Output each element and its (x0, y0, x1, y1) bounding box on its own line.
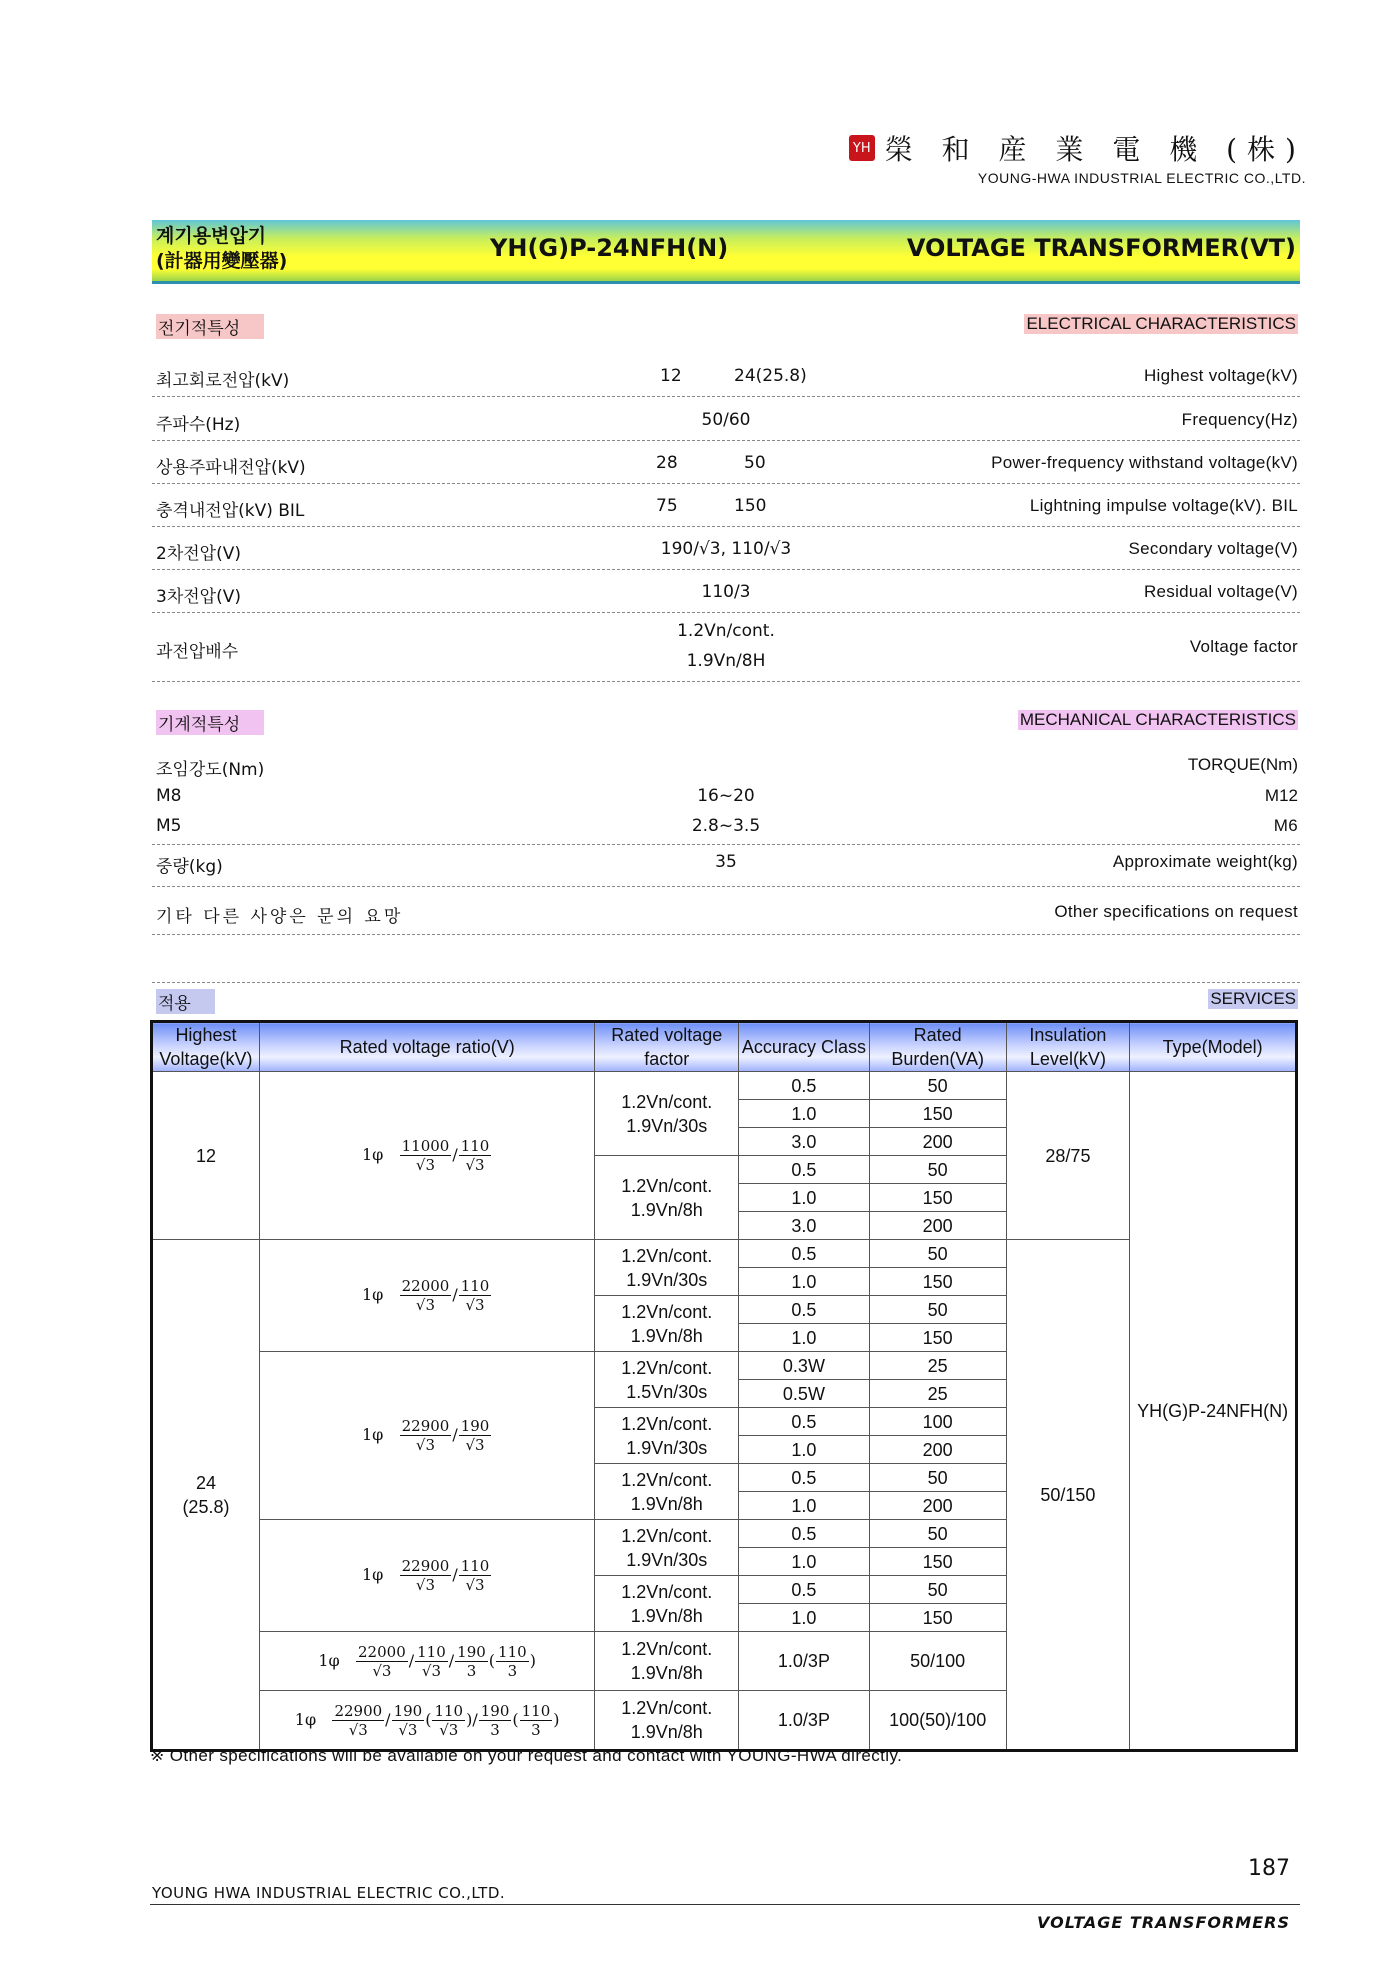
voltage-ratio-cell (259, 1520, 594, 1632)
services-heading-en: SERVICES (1210, 989, 1296, 1008)
bolt-size: M5 (156, 816, 182, 836)
denominator: √3 (372, 1661, 392, 1680)
model-cell: YH(G)P-24NFH(N) (1130, 1072, 1297, 1751)
numerator: 22900 (401, 1417, 450, 1435)
burden-cell: 50 (869, 1520, 1006, 1548)
spec-value: 110/3 (701, 582, 751, 602)
denominator: √3 (415, 1156, 436, 1174)
burden-cell: 50/100 (869, 1632, 1006, 1691)
fraction (400, 1137, 452, 1174)
denominator: 3 (531, 1720, 541, 1739)
ratio-r4: 1φ $\frac{22900}{√3}$ / $\frac{110}{√3}$ (361, 1557, 490, 1594)
factor-line: 1.9Vn/8h (630, 1605, 703, 1626)
services-heading (152, 989, 1300, 1014)
spec-label-kr: 주파수(Hz) (156, 415, 241, 435)
numerator: 110 (434, 1701, 464, 1720)
voltage-ratio-cell (259, 1691, 594, 1751)
banner-title-hangul: 계기용변압기 (156, 225, 267, 247)
burden-cell: 100(50)/100 (869, 1691, 1006, 1751)
page-number: 187 (1248, 1856, 1290, 1881)
fraction (459, 1277, 492, 1314)
fraction (459, 1557, 492, 1594)
bolt-size: M8 (156, 786, 182, 806)
footer-divider (150, 1904, 1300, 1905)
voltage-factor-cell (595, 1520, 739, 1576)
voltage-factor-cell (595, 1408, 739, 1464)
spec-row-residual-voltage (152, 570, 1300, 613)
numerator: 110 (521, 1701, 551, 1720)
accuracy-cell: 0.5 (739, 1296, 870, 1324)
other-spec-row (152, 888, 1300, 935)
voltage-factor-cell (595, 1352, 739, 1408)
factor-line: 1.9Vn/8h (630, 1663, 703, 1683)
company-name-cjk-text: 榮 和 産 業 電 機 (株) (884, 133, 1306, 166)
accuracy-cell: 3.0 (739, 1128, 870, 1156)
numerator: 190 (460, 1417, 490, 1435)
factor-line: 1.2Vn/cont. (621, 1639, 713, 1659)
burden-cell: 150 (869, 1604, 1006, 1632)
denominator: √3 (465, 1296, 485, 1314)
spec-label-en: Secondary voltage(V) (1128, 539, 1298, 558)
numerator: 190 (393, 1701, 423, 1720)
voltage-ratio-cell (259, 1240, 594, 1352)
spec-value: 1.9Vn/8H (686, 651, 766, 671)
fraction (459, 1417, 492, 1454)
ratio-r3: 1φ $\frac{22900}{√3}$ / $\frac{190}{√3}$ (361, 1417, 490, 1454)
spec-label-en: Frequency(Hz) (1181, 410, 1298, 429)
accuracy-cell: 0.3W (739, 1352, 870, 1380)
fraction (479, 1702, 512, 1739)
title-banner (152, 220, 1300, 284)
torque-row-m8 (152, 786, 1300, 808)
fraction (356, 1643, 408, 1680)
burden-cell: 200 (869, 1436, 1006, 1464)
factor-line: 1.9Vn/30s (626, 1115, 708, 1136)
table-row (152, 1072, 1297, 1100)
spec-label-kr: 최고회로전압(kV) (156, 371, 290, 391)
accuracy-cell: 1.0 (739, 1604, 870, 1632)
denominator: √3 (415, 1436, 436, 1454)
numerator: 22000 (401, 1277, 450, 1295)
other-spec-en: Other specifications on request (1054, 902, 1298, 921)
factor-line: 1.2Vn/cont. (621, 1698, 713, 1718)
banner-title-en: VOLTAGE TRANSFORMER(VT) (906, 234, 1296, 262)
voltage-factor-cell (595, 1072, 739, 1156)
accuracy-cell: 0.5 (739, 1156, 870, 1184)
accuracy-cell: 1.0 (739, 1492, 870, 1520)
phase-symbol: 1φ (361, 1565, 384, 1584)
voltage-factor-cell (595, 1464, 739, 1520)
factor-line: 1.9Vn/8h (630, 1722, 703, 1742)
voltage-ratio-cell (259, 1632, 594, 1691)
spec-label-kr: 2차전압(V) (156, 544, 241, 564)
electrical-heading-kr: 전기적특성 (156, 314, 264, 339)
burden-cell: 150 (869, 1100, 1006, 1128)
numerator: 22900 (334, 1701, 383, 1720)
spec-label-en: Highest voltage(kV) (1143, 366, 1298, 385)
col-header: Rated voltage ratio(V) (259, 1022, 594, 1072)
accuracy-cell: 0.5 (739, 1520, 870, 1548)
factor-line: 1.5Vn/30s (626, 1381, 708, 1402)
burden-cell: 25 (869, 1380, 1006, 1408)
weight-row (152, 846, 1300, 887)
spec-value: 50 (744, 453, 766, 473)
spec-value: 1.2Vn/cont. (677, 621, 775, 641)
col-header: Type(Model) (1130, 1022, 1297, 1072)
factor-line: 1.9Vn/30s (626, 1437, 708, 1458)
fraction (332, 1702, 384, 1739)
voltage-ratio-cell (259, 1072, 594, 1240)
burden-cell: 50 (869, 1072, 1006, 1100)
numerator: 110 (417, 1642, 446, 1661)
numerator: 190 (457, 1642, 486, 1661)
mechanical-heading (152, 710, 1300, 735)
burden-cell: 25 (869, 1352, 1006, 1380)
table-row (152, 1240, 1297, 1268)
spec-label-en: Voltage factor (1189, 637, 1298, 656)
col-header: Rated Burden(VA) (869, 1022, 1006, 1072)
torque-row (152, 755, 1300, 780)
col-header: Highest Voltage(kV) (152, 1022, 260, 1072)
numerator: 110 (460, 1137, 490, 1155)
fraction (415, 1643, 448, 1680)
spec-value: 12 (660, 366, 682, 386)
burden-cell: 200 (869, 1492, 1006, 1520)
ratio-r1: 1φ $\frac{11000}{√3}$ / $\frac{110}{√3}$ (361, 1137, 490, 1174)
spec-value: 150 (734, 496, 767, 516)
insulation-cell: 50/150 (1006, 1240, 1130, 1751)
spec-label-kr: 과전압배수 (156, 642, 239, 662)
spec-row-secondary-voltage (152, 527, 1300, 570)
spec-row-frequency (152, 398, 1300, 441)
factor-line: 1.2Vn/cont. (621, 1413, 713, 1434)
denominator: √3 (348, 1720, 368, 1739)
factor-line: 1.2Vn/cont. (621, 1357, 713, 1378)
burden-cell: 150 (869, 1268, 1006, 1296)
factor-line: 1.2Vn/cont. (621, 1175, 713, 1196)
accuracy-cell: 1.0 (739, 1184, 870, 1212)
hv-value: 24 (195, 1472, 216, 1493)
accuracy-cell: 1.0 (739, 1100, 870, 1128)
electrical-heading (152, 314, 1300, 339)
accuracy-cell: 0.5 (739, 1408, 870, 1436)
banner-title-hanja: (計器用變壓器) (156, 250, 288, 272)
numerator: 110 (498, 1642, 527, 1661)
torque-label-en: TORQUE(Nm) (1187, 755, 1298, 774)
ratio-r6: 1φ $\frac{22900}{√3}$ / $\frac{190}{√3}$ ( $\frac{110}{√3}$ )/ $\frac{190}{3}$ ( $\frac{110}{3}$ ) (294, 1701, 560, 1739)
burden-cell: 150 (869, 1184, 1006, 1212)
burden-cell: 200 (869, 1128, 1006, 1156)
spec-label-kr: 상용주파내전압(kV) (156, 458, 306, 478)
fraction (432, 1702, 465, 1739)
bolt-size: M12 (1264, 786, 1298, 805)
torque-value: 2.8~3.5 (691, 816, 761, 836)
torque-label-kr: 조임강도(Nm) (156, 760, 265, 780)
torque-row-m5 (152, 814, 1300, 845)
accuracy-cell: 1.0 (739, 1324, 870, 1352)
divider (152, 982, 1300, 983)
burden-cell: 50 (869, 1296, 1006, 1324)
weight-label-kr: 중량(kg) (156, 857, 223, 877)
mechanical-heading-kr: 기계적특성 (156, 710, 264, 735)
voltage-factor-cell (595, 1156, 739, 1240)
company-logo-icon: YH (849, 135, 875, 161)
fraction (400, 1557, 452, 1594)
burden-cell: 50 (869, 1240, 1006, 1268)
insulation-cell: 28/75 (1006, 1072, 1130, 1240)
weight-value: 35 (715, 852, 737, 872)
banner-title-kr (156, 224, 287, 274)
spec-row-impulse-voltage (152, 484, 1300, 527)
burden-cell: 150 (869, 1324, 1006, 1352)
spec-row-withstand-voltage (152, 441, 1300, 484)
factor-line: 1.9Vn/8h (630, 1325, 703, 1346)
factor-line: 1.2Vn/cont. (621, 1301, 713, 1322)
denominator: 3 (490, 1720, 500, 1739)
footer-section: VOLTAGE TRANSFORMERS (1036, 1913, 1290, 1932)
denominator: 3 (507, 1661, 518, 1680)
accuracy-cell: 0.5 (739, 1464, 870, 1492)
ratio-r5: 1φ $\frac{22000}{√3}$ / $\frac{110}{√3}$ / $\frac{190}{3}$ ( $\frac{110}{3}$ ) (318, 1642, 536, 1680)
phase-symbol: 1φ (361, 1145, 384, 1164)
denominator: √3 (415, 1296, 436, 1314)
fraction (455, 1643, 488, 1680)
accuracy-cell: 0.5 (739, 1072, 870, 1100)
factor-line: 1.2Vn/cont. (621, 1525, 713, 1546)
fraction (400, 1277, 452, 1314)
numerator: 11000 (401, 1137, 450, 1155)
phase-symbol: 1φ (361, 1285, 384, 1304)
company-brand (849, 128, 1306, 186)
spec-value: 190/√3, 110/√3 (660, 539, 792, 559)
spec-value: 24(25.8) (734, 366, 807, 386)
col-header: Accuracy Class (739, 1022, 870, 1072)
fraction (400, 1417, 452, 1454)
company-name-en: YOUNG-HWA INDUSTRIAL ELECTRIC CO.,LTD. (977, 170, 1306, 186)
factor-line: 1.2Vn/cont. (621, 1091, 713, 1112)
table-header-row (152, 1022, 1297, 1072)
banner-model: YH(G)P-24NFH(N) (490, 234, 729, 262)
bolt-size: M6 (1273, 816, 1298, 835)
spec-row-voltage-factor (152, 613, 1300, 682)
other-spec-kr: 기타 다른 사양은 문의 요망 (156, 907, 404, 927)
denominator: √3 (465, 1156, 485, 1174)
denominator: √3 (398, 1720, 418, 1739)
spec-label-en: Residual voltage(V) (1143, 582, 1298, 601)
footer-company: YOUNG HWA INDUSTRIAL ELECTRIC CO.,LTD. (152, 1884, 506, 1902)
factor-line: 1.9Vn/8h (630, 1199, 703, 1220)
highest-voltage-cell (152, 1240, 260, 1751)
accuracy-cell: 1.0/3P (739, 1691, 870, 1751)
fraction (520, 1702, 553, 1739)
spec-value: 28 (656, 453, 678, 473)
denominator: √3 (465, 1576, 485, 1594)
spec-value: 50/60 (701, 410, 751, 430)
burden-cell: 150 (869, 1548, 1006, 1576)
phase-symbol: 1φ (318, 1650, 340, 1670)
burden-cell: 100 (869, 1408, 1006, 1436)
accuracy-cell: 3.0 (739, 1212, 870, 1240)
fraction (459, 1137, 492, 1174)
voltage-factor-cell (595, 1576, 739, 1632)
spec-label-en: Power-frequency withstand voltage(kV) (991, 453, 1298, 472)
col-header: Rated voltage factor (595, 1022, 739, 1072)
factor-line: 1.2Vn/cont. (621, 1581, 713, 1602)
accuracy-cell: 1.0 (739, 1268, 870, 1296)
torque-value: 16~20 (697, 786, 755, 806)
voltage-factor-cell (595, 1240, 739, 1296)
numerator: 22000 (358, 1642, 406, 1661)
mechanical-heading-en: MECHANICAL CHARACTERISTICS (1019, 710, 1296, 729)
spec-value: 75 (656, 496, 678, 516)
fraction (392, 1702, 425, 1739)
services-heading-kr: 적용 (156, 989, 215, 1014)
voltage-factor-cell (595, 1691, 739, 1751)
fraction (496, 1643, 529, 1680)
numerator: 110 (460, 1557, 490, 1575)
accuracy-cell: 1.0 (739, 1436, 870, 1464)
ratio-r2: 1φ $\frac{22000}{√3}$ / $\frac{110}{√3}$ (361, 1277, 490, 1314)
hv-value: (25.8) (182, 1496, 230, 1517)
numerator: 190 (480, 1701, 510, 1720)
burden-cell: 200 (869, 1212, 1006, 1240)
weight-label-en: Approximate weight(kg) (1112, 852, 1298, 871)
burden-cell: 50 (869, 1156, 1006, 1184)
burden-cell: 50 (869, 1576, 1006, 1604)
factor-line: 1.2Vn/cont. (621, 1245, 713, 1266)
voltage-factor-cell (595, 1632, 739, 1691)
accuracy-cell: 1.0/3P (739, 1632, 870, 1691)
denominator: √3 (465, 1436, 485, 1454)
services-table (150, 1020, 1298, 1752)
footnote: ※ Other specifications will be available on your request and contact with YOUNG-HWA directly. (150, 1746, 903, 1765)
accuracy-cell: 0.5 (739, 1240, 870, 1268)
denominator: √3 (415, 1576, 436, 1594)
phase-symbol: 1φ (361, 1425, 384, 1444)
denominator: 3 (466, 1661, 477, 1680)
col-header: Insulation Level(kV) (1006, 1022, 1130, 1072)
factor-line: 1.9Vn/30s (626, 1549, 708, 1570)
accuracy-cell: 0.5W (739, 1380, 870, 1408)
accuracy-cell: 0.5 (739, 1576, 870, 1604)
denominator: √3 (439, 1720, 459, 1739)
burden-cell: 50 (869, 1464, 1006, 1492)
denominator: √3 (421, 1661, 441, 1680)
factor-line: 1.9Vn/8h (630, 1493, 703, 1514)
spec-label-kr: 충격내전압(kV) BIL (156, 501, 305, 521)
numerator: 22900 (401, 1557, 450, 1575)
voltage-factor-cell (595, 1296, 739, 1352)
electrical-heading-en: ELECTRICAL CHARACTERISTICS (1026, 314, 1296, 333)
accuracy-cell: 1.0 (739, 1548, 870, 1576)
factor-line: 1.9Vn/30s (626, 1269, 708, 1290)
voltage-ratio-cell (259, 1352, 594, 1520)
company-name-cjk (849, 128, 1306, 168)
numerator: 110 (460, 1277, 490, 1295)
spec-row-highest-voltage (152, 354, 1300, 397)
phase-symbol: 1φ (294, 1709, 317, 1729)
highest-voltage-cell: 12 (152, 1072, 260, 1240)
spec-label-kr: 3차전압(V) (156, 587, 241, 607)
factor-line: 1.2Vn/cont. (621, 1469, 713, 1490)
spec-label-en: Lightning impulse voltage(kV). BIL (1029, 496, 1298, 515)
